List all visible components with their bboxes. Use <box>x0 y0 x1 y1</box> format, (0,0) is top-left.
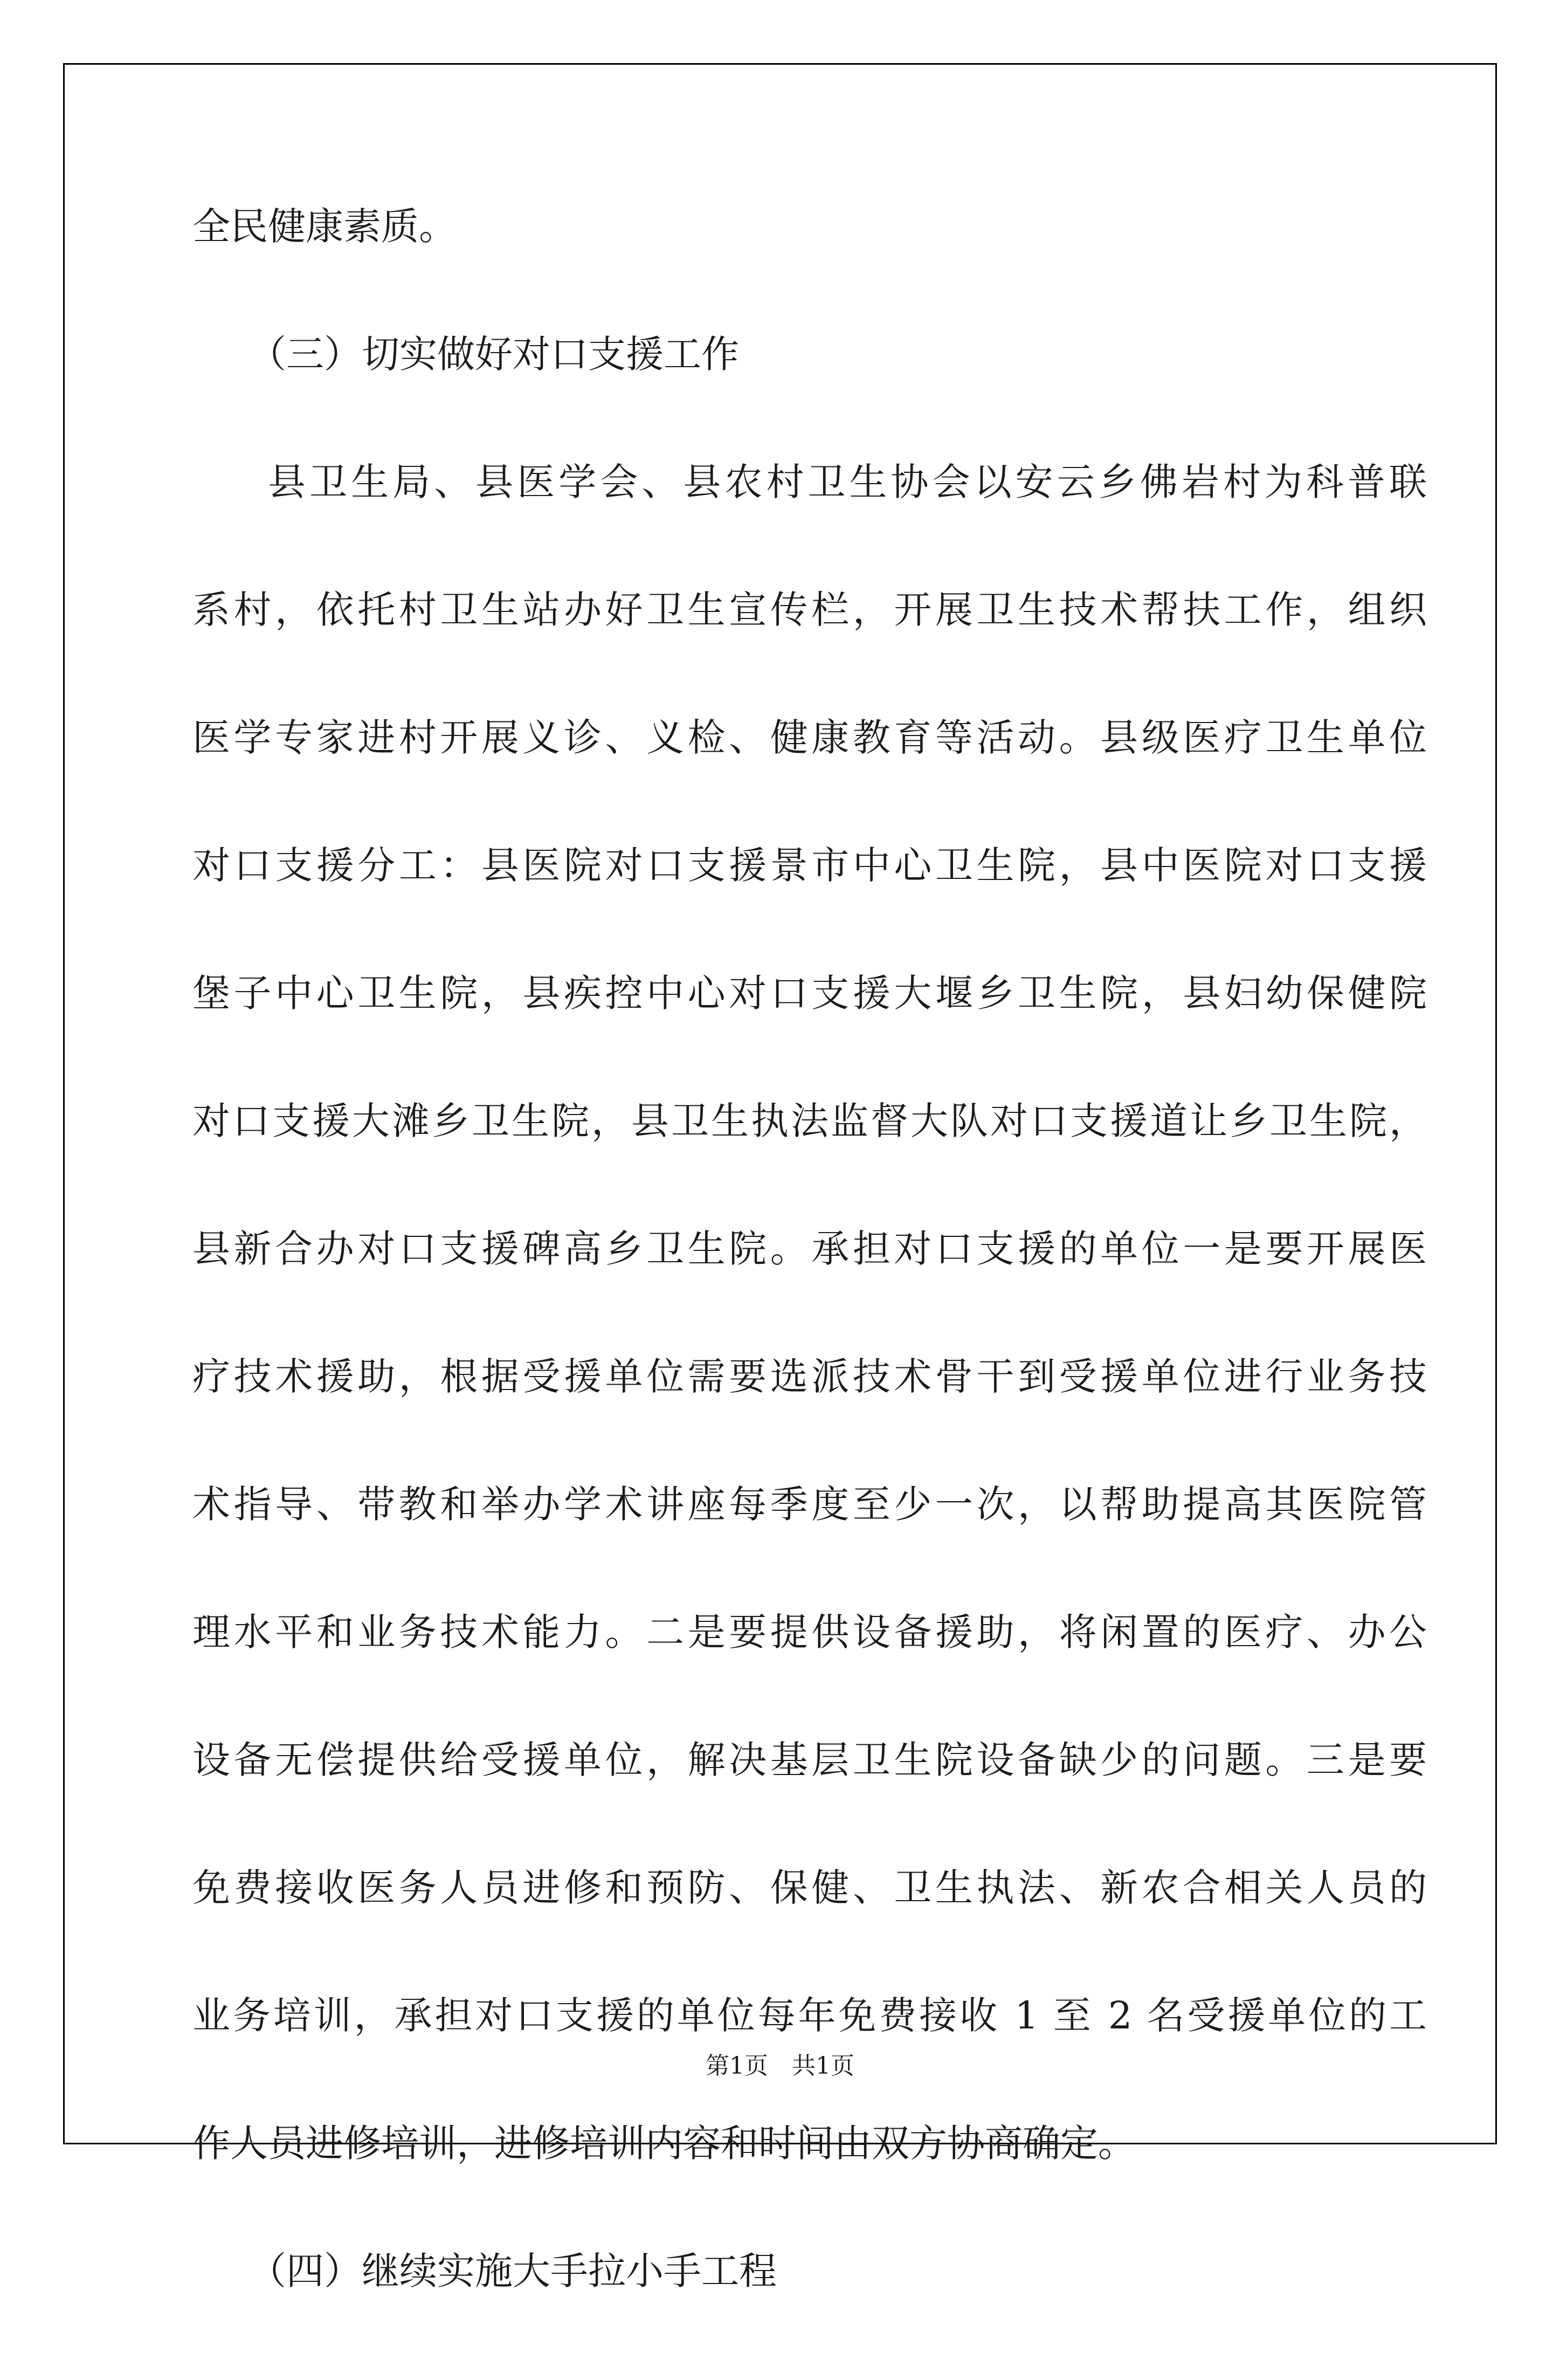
paragraph-line: 对口支援分工：县医院对口支援景市中心卫生院，县中医院对口支援 <box>192 843 1427 888</box>
paragraph-line: 全民健康素质。 <box>192 204 457 249</box>
paragraph-line: 业务培训，承担对口支援的单位每年免费接收 1 至 2 名受援单位的工 <box>192 1993 1427 2038</box>
paragraph-line: 设备无偿提供给受援单位，解决基层卫生院设备缺少的问题。三是要 <box>192 1738 1427 1782</box>
paragraph-line: 疗技术援助，根据受援单位需要选派技术骨干到受援单位进行业务技 <box>192 1354 1427 1399</box>
paragraph-line: 县新合办对口支援碑高乡卫生院。承担对口支援的单位一是要开展医 <box>192 1227 1427 1271</box>
section-heading: （四）继续实施大手拉小手工程 <box>249 2249 777 2293</box>
page-number: 第1页 共1页 <box>706 2052 854 2080</box>
section-heading: （三）切实做好对口支援工作 <box>249 332 739 376</box>
paragraph-line: 作人员进修培训，进修培训内容和时间由双方协商确定。 <box>192 2121 1136 2165</box>
paragraph-line: 县卫生局、县医学会、县农村卫生协会以安云乡佛岩村为科普联 <box>268 460 1427 504</box>
paragraph-line: 堡子中心卫生院，县疾控中心对口支援大堰乡卫生院，县妇幼保健院 <box>192 971 1427 1015</box>
paragraph-line: 理水平和业务技术能力。二是要提供设备援助，将闲置的医疗、办公 <box>192 1610 1427 1654</box>
paragraph-line: 医学专家进村开展义诊、义检、健康教育等活动。县级医疗卫生单位 <box>192 716 1427 760</box>
paragraph-line: 免费接收医务人员进修和预防、保健、卫生执法、新农合相关人员的 <box>192 1866 1427 1910</box>
paragraph-line: 术指导、带教和举办学术讲座每季度至少一次，以帮助提高其医院管 <box>192 1482 1427 1526</box>
paragraph-line: 系村，依托村卫生站办好卫生宣传栏，开展卫生技术帮扶工作，组织 <box>192 588 1427 632</box>
paragraph-line: 对口支援大滩乡卫生院，县卫生执法监督大队对口支援道让乡卫生院， <box>192 1099 1427 1143</box>
